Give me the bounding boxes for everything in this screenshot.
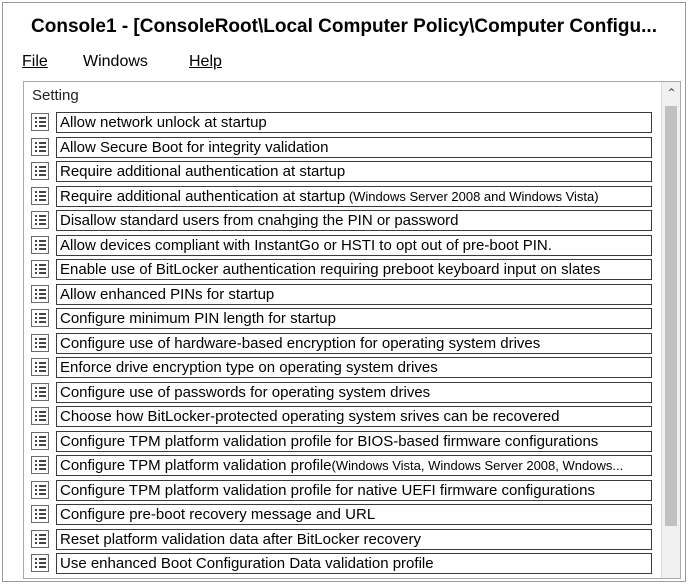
- menu-file[interactable]: [22, 53, 48, 71]
- setting-row[interactable]: [28, 356, 658, 381]
- setting-row[interactable]: [28, 503, 658, 528]
- policy-setting-icon: [31, 211, 49, 229]
- setting-label: Configure minimum PIN length for startup: [56, 308, 652, 329]
- setting-label: Enable use of BitLocker authentication requiring preboot keyboard input on slates: [56, 259, 652, 280]
- policy-setting-icon: [31, 309, 49, 327]
- setting-label: Require additional authentication at startup: [56, 161, 652, 182]
- setting-label: Allow Secure Boot for integrity validation: [56, 137, 652, 158]
- menu-windows[interactable]: Windows: [83, 53, 148, 70]
- policy-setting-icon: [31, 505, 49, 523]
- setting-label-container: [56, 455, 652, 476]
- setting-row[interactable]: [28, 528, 658, 553]
- setting-row[interactable]: [28, 405, 658, 430]
- setting-label: Use enhanced Boot Configuration Data validation profile: [56, 553, 652, 574]
- policy-setting-icon: [31, 285, 49, 303]
- column-header-setting[interactable]: Setting: [32, 87, 79, 104]
- setting-label: Reset platform validation data after BitLocker recovery: [56, 529, 652, 550]
- setting-label: Allow enhanced PINs for startup: [56, 284, 652, 305]
- setting-row[interactable]: [28, 185, 658, 210]
- policy-setting-icon: [31, 530, 49, 548]
- setting-row[interactable]: [28, 552, 658, 577]
- setting-label: Enforce drive encryption type on operating system drives: [56, 357, 652, 378]
- policy-setting-icon: [31, 432, 49, 450]
- scrollbar-thumb[interactable]: [665, 106, 677, 526]
- setting-label: Configure TPM platform validation profile: [60, 457, 332, 474]
- settings-list-panel: [23, 81, 681, 579]
- setting-row[interactable]: [28, 136, 658, 161]
- setting-row[interactable]: [28, 283, 658, 308]
- window-title: Console1 - [ConsoleRoot\Local Computer Policy\Computer Configu...: [31, 16, 657, 37]
- setting-row[interactable]: [28, 430, 658, 455]
- policy-setting-icon: [31, 407, 49, 425]
- policy-setting-icon: [31, 236, 49, 254]
- policy-setting-icon: [31, 138, 49, 156]
- policy-setting-icon: [31, 456, 49, 474]
- vertical-scrollbar[interactable]: [661, 82, 680, 578]
- setting-row[interactable]: [28, 307, 658, 332]
- mmc-console-window: [2, 2, 686, 582]
- policy-setting-icon: [31, 162, 49, 180]
- setting-label: Allow devices compliant with InstantGo or HSTI to opt out of pre-boot PIN.: [56, 235, 652, 256]
- policy-setting-icon: [31, 383, 49, 401]
- menu-help-label: Help: [189, 53, 222, 70]
- menu-help[interactable]: [189, 53, 222, 71]
- policy-setting-icon: [31, 113, 49, 131]
- setting-label: Configure TPM platform validation profile for BIOS-based firmware configurations: [56, 431, 652, 452]
- setting-label: Require additional authentication at startup: [60, 187, 346, 205]
- setting-label-container: [56, 186, 652, 207]
- setting-row[interactable]: [28, 332, 658, 357]
- setting-label-suffix: (Windows Server 2008 and Windows Vista): [345, 188, 599, 204]
- setting-label: Configure pre-boot recovery message and URL: [56, 504, 652, 525]
- setting-row[interactable]: [28, 111, 658, 136]
- setting-label: Configure use of passwords for operating system drives: [56, 382, 652, 403]
- setting-label: Disallow standard users from cnahging the PIN or password: [56, 210, 652, 231]
- setting-row[interactable]: [28, 258, 658, 283]
- menu-file-label: File: [22, 53, 48, 70]
- setting-label: Configure use of hardware-based encryption for operating system drives: [56, 333, 652, 354]
- setting-row[interactable]: [28, 209, 658, 234]
- policy-setting-icon: [31, 554, 49, 572]
- setting-row[interactable]: [28, 234, 658, 259]
- menu-bar: [3, 49, 685, 77]
- policy-setting-icon: [31, 260, 49, 278]
- setting-row[interactable]: [28, 454, 658, 479]
- setting-label: Configure TPM platform validation profile for native UEFI firmware configurations: [56, 480, 652, 501]
- setting-label-suffix: (Windows Vista, Windows Server 2008, Wndows...: [331, 458, 624, 473]
- setting-row[interactable]: [28, 381, 658, 406]
- chevron-up-icon[interactable]: ⌃: [666, 86, 677, 100]
- policy-setting-icon: [31, 481, 49, 499]
- settings-list: [28, 111, 658, 577]
- setting-label: Allow network unlock at startup: [56, 112, 652, 133]
- policy-setting-icon: [31, 358, 49, 376]
- setting-row[interactable]: [28, 160, 658, 185]
- setting-row[interactable]: [28, 479, 658, 504]
- policy-setting-icon: [31, 334, 49, 352]
- setting-label: Choose how BitLocker-protected operating system srives can be recovered: [56, 406, 652, 427]
- policy-setting-icon: [31, 187, 49, 205]
